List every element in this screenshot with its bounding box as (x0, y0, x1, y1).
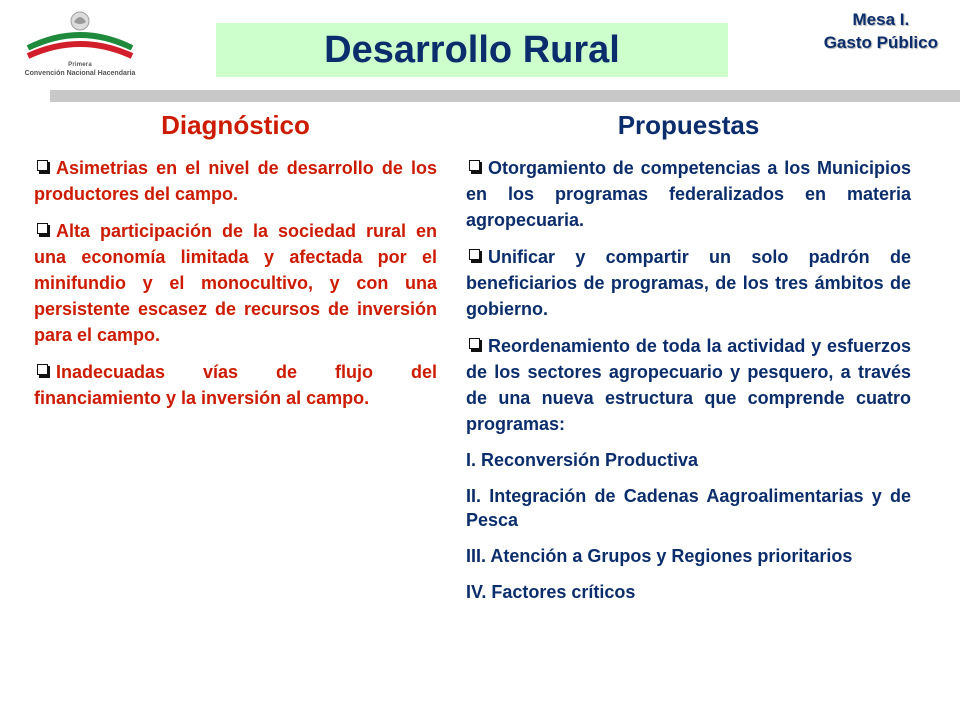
checkbox-bullet-icon (34, 160, 50, 176)
diagnostico-item (34, 155, 437, 207)
propuesta-item-text: Reordenamiento de toda la actividad y esfuerzos de los sectores agropecuario y pesquero, a través de una nueva estructura que comprende cuatro programas: (466, 336, 911, 434)
diagnostico-heading: Diagnóstico (161, 110, 310, 140)
diagnostico-column (34, 110, 437, 422)
logo (20, 8, 140, 80)
diagnostico-item (34, 218, 437, 348)
diagnostico-item-text: Asimetrias en el nivel de desarrollo de los productores del campo. (34, 158, 437, 204)
checkbox-bullet-icon (34, 223, 50, 239)
propuesta-item (466, 244, 911, 322)
mesa-number: Mesa I. (852, 10, 910, 29)
diagnostico-item-text: Alta participación de la sociedad rural en una economía limitada y afectada por el minifundio y el monocultivo, y con una persistente escasez de recursos de inversión para el campo. (34, 221, 437, 345)
propuestas-column (466, 110, 911, 616)
mesa-label (824, 8, 938, 54)
program-item: III. Atención a Grupos y Regiones prioritarios (466, 546, 853, 566)
page-title: Desarrollo Rural (324, 28, 620, 71)
propuestas-heading: Propuestas (617, 110, 760, 140)
program-item: IV. Factores críticos (466, 582, 636, 602)
propuesta-item-text: Otorgamiento de competencias a los Municipios en los programas federalizados en materia agropecuaria. (466, 158, 911, 230)
logo-emblem-icon (20, 8, 140, 64)
program-item: II. Integración de Cadenas Aagroalimentarias y de Pesca (466, 486, 911, 530)
header-divider-gap (0, 90, 50, 102)
program-item: I. Reconversión Productiva (466, 450, 699, 470)
checkbox-bullet-icon (466, 160, 482, 176)
diagnostico-item-text: Inadecuadas vías de flujo del financiamiento y la inversión al campo. (34, 362, 437, 408)
propuesta-item (466, 155, 911, 233)
propuesta-item (466, 333, 911, 437)
logo-text-line1: Primera (68, 62, 92, 68)
logo-text-line2: Convención Nacional Hacendaria (24, 70, 136, 77)
checkbox-bullet-icon (34, 364, 50, 380)
diagnostico-item (34, 359, 437, 411)
checkbox-bullet-icon (466, 338, 482, 354)
checkbox-bullet-icon (466, 249, 482, 265)
header-divider (0, 90, 960, 102)
propuesta-item-text: Unificar y compartir un solo padrón de beneficiarios de programas, de los tres ámbitos de gobierno. (466, 247, 911, 319)
title-box (216, 23, 728, 77)
mesa-topic: Gasto Público (823, 33, 938, 52)
